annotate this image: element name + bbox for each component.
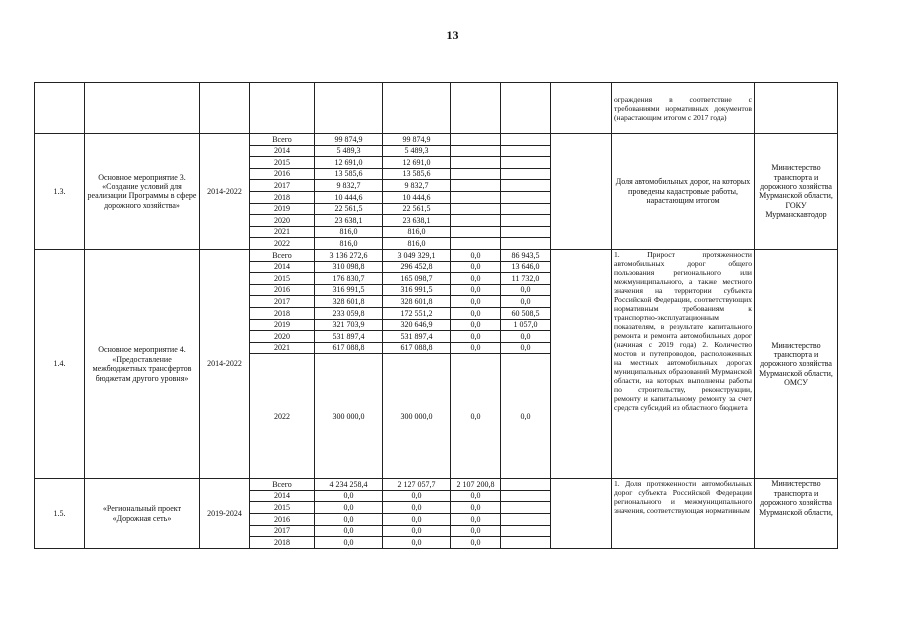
empty-cell — [551, 249, 612, 478]
year-cell: 2022 — [250, 238, 315, 250]
other-cell — [501, 168, 551, 180]
regional-cell: 316 991,5 — [383, 284, 451, 296]
regional-cell: 165 098,7 — [383, 273, 451, 285]
period: 2014-2022 — [200, 249, 250, 478]
year-cell: 2015 — [250, 502, 315, 514]
total-cell: 328 601,8 — [315, 296, 383, 308]
total-cell: 9 832,7 — [315, 180, 383, 192]
other-cell — [501, 180, 551, 192]
year-cell: 2016 — [250, 284, 315, 296]
year-cell: 2017 — [250, 180, 315, 192]
regional-cell: 2 127 057,7 — [383, 479, 451, 491]
federal-cell: 0,0 — [451, 525, 501, 537]
other-cell: 60 508,5 — [501, 307, 551, 319]
indicator-text: 1. Прирост протяженности автомобильных дорог общего пользования регионального или межмуниципального, а также местного значения на территории субъекта Российской Федерации, соответствующих нормативным требованиям к транспортно-эксплуатационным показателям, в результате капитального ремонта и ремонта автомобильных дорог (начиная с 2019 года) 2. Количество мостов и путепроводов, расположенных на местных автомобильных дорогах муниципальных образований Мурманской области, на которых выполнены работы по строительству, реконструкции, ремонту и капитальному ремонту за счет средств субсидий из областного бюджета — [612, 249, 755, 478]
year-cell: 2014 — [250, 261, 315, 273]
other-cell — [501, 537, 551, 549]
year-cell: 2018 — [250, 537, 315, 549]
total-cell: 23 638,1 — [315, 215, 383, 227]
federal-cell: 0,0 — [451, 249, 501, 261]
activity-name: Основное мероприятие 3. «Создание условий для реализации Программы в сфере дорожного хозяйства» — [85, 134, 200, 250]
federal-cell: 0,0 — [451, 342, 501, 354]
year-cell: 2018 — [250, 191, 315, 203]
indicator-text: 1. Доля протяженности автомобильных дорог субъекта Российской Федерации регионального и межмуниципального значения, соответствующая нормативным — [612, 479, 755, 549]
other-cell — [501, 514, 551, 526]
period: 2019-2024 — [200, 479, 250, 549]
other-cell: 1 057,0 — [501, 319, 551, 331]
executor-text: Министерство транспорта и дорожного хозяйства Мурманской области, ГОКУ Мурманскавтодор — [755, 134, 838, 250]
federal-cell: 0,0 — [451, 537, 501, 549]
year-cell: 2015 — [250, 273, 315, 285]
total-cell: 531 897,4 — [315, 331, 383, 343]
regional-cell: 5 489,3 — [383, 145, 451, 157]
federal-cell — [451, 168, 501, 180]
year-cell: 2021 — [250, 342, 315, 354]
regional-cell: 296 452,8 — [383, 261, 451, 273]
regional-cell: 320 646,9 — [383, 319, 451, 331]
total-cell: 310 098,8 — [315, 261, 383, 273]
empty-cell — [551, 134, 612, 250]
regional-cell: 0,0 — [383, 514, 451, 526]
year-cell: 2016 — [250, 514, 315, 526]
total-cell: 617 088,8 — [315, 342, 383, 354]
regional-cell: 0,0 — [383, 537, 451, 549]
total-cell: 0,0 — [315, 490, 383, 502]
total-cell: 816,0 — [315, 226, 383, 238]
federal-cell: 0,0 — [451, 296, 501, 308]
regional-cell: 300 000,0 — [383, 354, 451, 479]
year-cell: 2022 — [250, 354, 315, 479]
other-cell — [501, 157, 551, 169]
year-cell: 2014 — [250, 145, 315, 157]
federal-cell: 0,0 — [451, 490, 501, 502]
page-number: 13 — [446, 28, 459, 42]
executor-text: Министерство транспорта и дорожного хозяйства Мурманской области, ОМСУ — [755, 249, 838, 478]
regional-cell: 0,0 — [383, 490, 451, 502]
other-cell — [501, 238, 551, 250]
regional-cell: 816,0 — [383, 226, 451, 238]
indicator-text: Доля автомобильных дорог, на которых проведены кадастровые работы, нарастающим итогом — [612, 134, 755, 250]
regional-cell: 99 874,9 — [383, 134, 451, 146]
other-cell — [501, 203, 551, 215]
total-cell: 13 585,6 — [315, 168, 383, 180]
total-cell: 5 489,3 — [315, 145, 383, 157]
total-cell: 316 991,5 — [315, 284, 383, 296]
federal-cell — [451, 134, 501, 146]
other-cell — [501, 490, 551, 502]
federal-cell: 0,0 — [451, 502, 501, 514]
table-row-continuation — [35, 83, 838, 134]
table-row — [35, 479, 838, 491]
federal-cell: 2 107 200,8 — [451, 479, 501, 491]
regional-cell: 172 551,2 — [383, 307, 451, 319]
year-cell: Всего — [250, 134, 315, 146]
other-cell: 0,0 — [501, 342, 551, 354]
other-cell — [501, 215, 551, 227]
executor-text: Министерство транспорта и дорожного хозяйства Мурманской области, — [755, 479, 838, 549]
activity-name: Основное мероприятие 4. «Предоставление межбюджетных трансфертов бюджетам другого уровня» — [85, 249, 200, 478]
table-row — [35, 134, 838, 146]
total-cell: 0,0 — [315, 525, 383, 537]
other-cell — [501, 479, 551, 491]
regional-cell: 13 585,6 — [383, 168, 451, 180]
other-cell: 13 646,0 — [501, 261, 551, 273]
table-row — [35, 249, 838, 261]
other-cell — [501, 191, 551, 203]
total-cell: 300 000,0 — [315, 354, 383, 479]
row-number: 1.4. — [35, 249, 85, 478]
total-cell: 22 561,5 — [315, 203, 383, 215]
federal-cell: 0,0 — [451, 261, 501, 273]
total-cell: 816,0 — [315, 238, 383, 250]
other-cell — [501, 502, 551, 514]
year-cell: 2015 — [250, 157, 315, 169]
year-cell: Всего — [250, 479, 315, 491]
other-cell — [501, 145, 551, 157]
total-cell: 176 830,7 — [315, 273, 383, 285]
other-cell — [501, 226, 551, 238]
indicator-continuation: ограждения в соответствие с требованиями нормативных документов (нарастающим итогом с 2017 года) — [612, 83, 755, 134]
year-cell: 2018 — [250, 307, 315, 319]
regional-cell: 0,0 — [383, 502, 451, 514]
federal-cell: 0,0 — [451, 319, 501, 331]
row-number: 1.5. — [35, 479, 85, 549]
year-cell: 2021 — [250, 226, 315, 238]
other-cell: 86 943,5 — [501, 249, 551, 261]
regional-cell: 10 444,6 — [383, 191, 451, 203]
federal-cell — [451, 203, 501, 215]
other-cell — [501, 134, 551, 146]
row-number: 1.3. — [35, 134, 85, 250]
year-cell: 2017 — [250, 296, 315, 308]
federal-cell — [451, 215, 501, 227]
total-cell: 99 874,9 — [315, 134, 383, 146]
total-cell: 12 691,0 — [315, 157, 383, 169]
other-cell: 11 732,0 — [501, 273, 551, 285]
total-cell: 0,0 — [315, 502, 383, 514]
year-cell: 2014 — [250, 490, 315, 502]
year-cell: 2020 — [250, 331, 315, 343]
other-cell: 0,0 — [501, 296, 551, 308]
federal-cell: 0,0 — [451, 331, 501, 343]
regional-cell: 23 638,1 — [383, 215, 451, 227]
total-cell: 321 703,9 — [315, 319, 383, 331]
other-cell — [501, 525, 551, 537]
total-cell: 233 059,8 — [315, 307, 383, 319]
federal-cell: 0,0 — [451, 307, 501, 319]
regional-cell: 531 897,4 — [383, 331, 451, 343]
total-cell: 0,0 — [315, 514, 383, 526]
period: 2014-2022 — [200, 134, 250, 250]
federal-cell — [451, 191, 501, 203]
total-cell: 0,0 — [315, 537, 383, 549]
year-cell: 2016 — [250, 168, 315, 180]
empty-cell — [551, 479, 612, 549]
regional-cell: 617 088,8 — [383, 342, 451, 354]
total-cell: 3 136 272,6 — [315, 249, 383, 261]
federal-cell: 0,0 — [451, 354, 501, 479]
federal-cell: 0,0 — [451, 273, 501, 285]
regional-cell: 22 561,5 — [383, 203, 451, 215]
total-cell: 4 234 258,4 — [315, 479, 383, 491]
other-cell: 0,0 — [501, 354, 551, 479]
regional-cell: 816,0 — [383, 238, 451, 250]
federal-cell — [451, 145, 501, 157]
federal-cell — [451, 226, 501, 238]
year-cell: Всего — [250, 249, 315, 261]
activity-name: «Региональный проект «Дорожная сеть» — [85, 479, 200, 549]
federal-cell — [451, 238, 501, 250]
total-cell: 10 444,6 — [315, 191, 383, 203]
regional-cell: 9 832,7 — [383, 180, 451, 192]
regional-cell: 0,0 — [383, 525, 451, 537]
year-cell: 2017 — [250, 525, 315, 537]
regional-cell: 12 691,0 — [383, 157, 451, 169]
regional-cell: 328 601,8 — [383, 296, 451, 308]
other-cell: 0,0 — [501, 284, 551, 296]
federal-cell: 0,0 — [451, 514, 501, 526]
year-cell: 2019 — [250, 319, 315, 331]
regional-cell: 3 049 329,1 — [383, 249, 451, 261]
other-cell: 0,0 — [501, 331, 551, 343]
federal-cell — [451, 157, 501, 169]
federal-cell — [451, 180, 501, 192]
federal-cell: 0,0 — [451, 284, 501, 296]
program-table — [34, 82, 838, 549]
year-cell: 2019 — [250, 203, 315, 215]
year-cell: 2020 — [250, 215, 315, 227]
